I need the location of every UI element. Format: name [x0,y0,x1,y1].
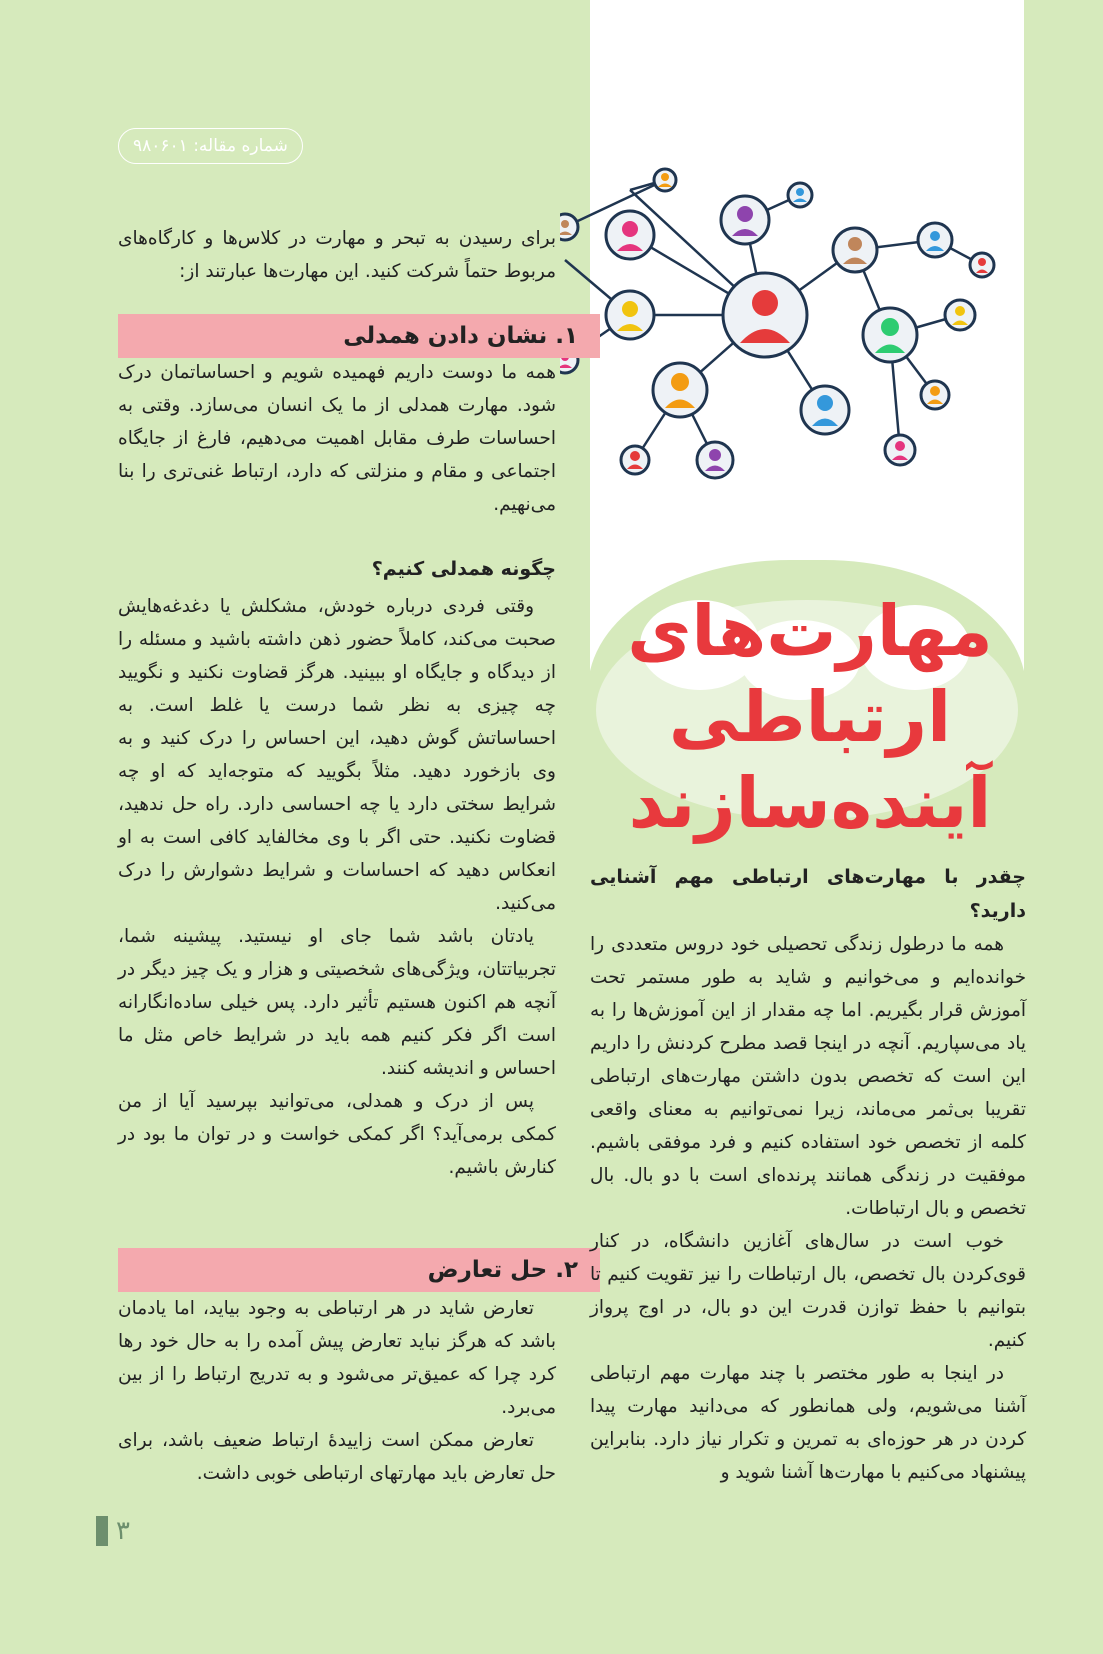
title-line: آینده‌ساز‌ند [628,762,992,844]
page-number-text: ۳ [116,1516,130,1546]
right-column-heading: چقدر با مهارت‌های ارتباطی مهم آشنایی دارید؟ [590,866,1026,922]
section2-body [118,1292,556,1490]
body-paragraph: وقتی فردی درباره خودش، مشکلش یا دغدغه‌هایش صحبت می‌کند، کاملاً حضور ذهن داشته باشید و مسئله را از دیدگاه و جایگاه او ببینید. هرگز قضاوت نکنید و نگویید چه چیزی به نظر شما درست یا غلط است. به احساساتش گوش دهید، این احساس را درک کنید و به وی بازخورد دهید. مثلاً بگویید که متوجه‌اید که او چه شرایط سختی دارد یا چه احساسی دارد. راه حل ندهید، قضاوت نکنید. حتی اگر با وی مخالفاید کافی است به او انعکاس دهید که احساسات و شرایط دشوارش را درک می‌کنید. [118,596,556,914]
section1-subheading: چگونه همدلی کنیم؟ [371,558,556,580]
section1-subsection-body [118,590,556,1184]
page-title [610,588,1010,846]
section1-body [118,356,556,521]
title-line: ارتباطی [668,676,952,758]
section1-subheading-wrap [118,552,556,586]
section1-heading: ۱. نشان دادن همدلی [118,314,600,358]
article-number-badge: شماره مقاله: ۹۸۰۶۰۱ [118,128,303,164]
intro-text [118,222,556,288]
body-paragraph: یادتان باشد شما جای او نیستید. پیشینه شما، تجربیاتتان، ویژگی‌های شخصیتی و هزار و یک چیز دیگر در آنچه هم اکنون هستیم تأثیر دارد. پس خیلی ساده‌انگارانه است اگر فکر کنیم همه باید در شرایط خاص مثل ما احساس و اندیشه کنند. [118,926,556,1079]
body-paragraph: خوب است در سال‌های آغازین دانشگاه، در کنار قوی‌کردن بال تخصص، بال ارتباطات را نیز تقویت کنیم تا بتوانیم با حفظ توازن قدرت این دو بال، در اوج پرواز کنیم. [590,1231,1026,1351]
body-paragraph: پس از درک و همدلی، می‌توانید بپرسید آیا از من کمکی برمی‌آید؟ اگر کمکی خواست و در توان ما بود در کنارش باشیم. [118,1091,556,1178]
title-line: مهارت‌های [627,590,993,672]
page-number-marker [96,1516,108,1546]
right-column [590,860,1026,1489]
body-paragraph: در اینجا به طور مختصر با چند مهارت مهم ارتباطی آشنا می‌شویم، ولی همانطور که می‌دانید مهارت پیدا کردن در هر حوزه‌ای به تمرین و تکرار نیاز دارد. بنابراین پیشنهاد می‌کنیم با مهارت‌ها آشنا شوید و [590,1363,1026,1483]
body-paragraph: تعارض ممکن است زاییدهٔ ارتباط ضعیف باشد، برای حل تعارض باید مهارتهای ارتباطی خوبی داشت. [118,1430,556,1484]
section1-paragraph: همه ما دوست داریم فهمیده شویم و احساساتمان درک شود. مهارت همدلی از ما یک انسان می‌سازد. وقتی به احساسات طرف مقابل اهمیت می‌دهیم، فارغ از جایگاه اجتماعی و مقام و منزلتی که دارد، ارتباط غنی‌تری را بنا می‌نهیم. [118,362,556,515]
body-paragraph: همه ما درطول زندگی تحصیلی خود دروس متعددی را خوانده‌ایم و می‌خوانیم و شاید به طور مستمر تحت آموزش قرار بگیریم. اما چه مقدار از این آموزش‌ها را به یاد می‌سپاریم. آنچه در اینجا قصد مطرح کردنش را داریم این است که تخصص بدون داشتن مهارت‌های ارتباطی تقریبا بی‌ثمر می‌ماند، زیرا نمی‌توانیم به معنای واقعی کلمه از تخصص خود استفاده کنیم و فرد موفقی باشیم. موفقیت در زندگی همانند پرنده‌ای است با دو بال. بال تخصص و بال ارتباطات. [590,934,1026,1219]
section2-heading: ۲. حل تعارض [118,1248,600,1292]
page-number [96,1515,130,1547]
body-paragraph: تعارض شاید در هر ارتباطی به وجود بیاید، اما یادمان باشد که هرگز نباید تعارض پیش آمده را به حال خود رها کرد چرا که عمیق‌تر می‌شود و به تدریج ارتباط را از بین می‌برد. [118,1298,556,1418]
intro-paragraph: برای رسیدن به تبحر و مهارت در کلاس‌ها و کارگاه‌های مربوط حتماً شرکت کنید. این مهارت‌ها عبارتند از: [118,228,556,282]
people-network-icon [560,165,1060,535]
